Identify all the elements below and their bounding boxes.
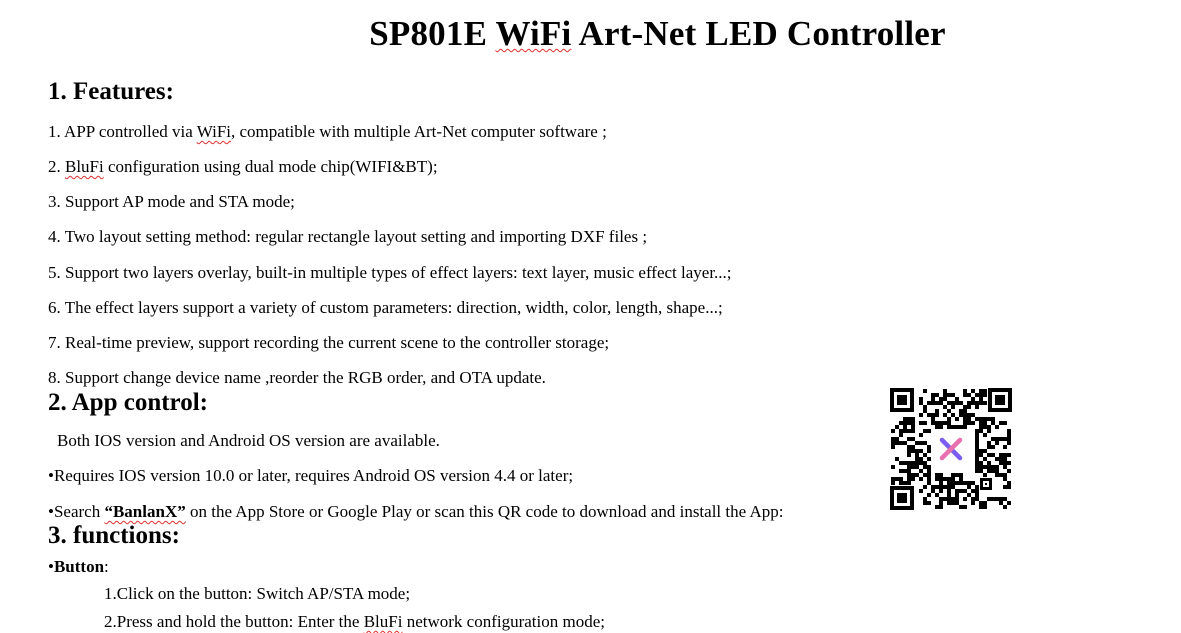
- feature-3: 3. Support AP mode and STA mode;: [48, 192, 295, 211]
- features-heading: 1. Features:: [48, 78, 174, 105]
- app-control-heading: 2. App control:: [48, 389, 208, 416]
- app-availability-line: Both IOS version and Android OS version are available.: [57, 431, 440, 450]
- app-requirements-line: •Requires IOS version 10.0 or later, requires Android OS version 4.4 or later;: [48, 466, 574, 485]
- qr-code-icon: [888, 386, 1014, 512]
- functions-heading: 3. functions:: [48, 522, 180, 549]
- feature-8: 8. Support change device name ,reorder the RGB order, and OTA update.: [48, 368, 546, 387]
- feature-1: 1. APP controlled via WiFi, compatible with multiple Art-Net computer software ;: [48, 122, 607, 141]
- app-search-line: •Search “BanlanX” on the App Store or Google Play or scan this QR code to download and install the App:: [48, 502, 784, 521]
- button-function-1: 1.Click on the button: Switch AP/STA mode;: [104, 584, 411, 603]
- feature-4: 4. Two layout setting method: regular rectangle layout setting and importing DXF files ;: [48, 227, 648, 246]
- feature-5: 5. Support two layers overlay, built-in multiple types of effect layers: text layer, music effect layer...;: [48, 263, 732, 282]
- feature-2: 2. BluFi configuration using dual mode chip(WIFI&BT);: [48, 157, 438, 176]
- feature-6: 6. The effect layers support a variety of custom parameters: direction, width, color, length, shape...;: [48, 298, 723, 317]
- button-label: •Button:: [48, 557, 109, 576]
- button-function-2: 2.Press and hold the button: Enter the BluFi network configuration mode;: [104, 612, 605, 631]
- page-title: SP801E WiFi Art-Net LED Controller: [369, 14, 946, 53]
- feature-7: 7. Real-time preview, support recording the current scene to the controller storage;: [48, 333, 610, 352]
